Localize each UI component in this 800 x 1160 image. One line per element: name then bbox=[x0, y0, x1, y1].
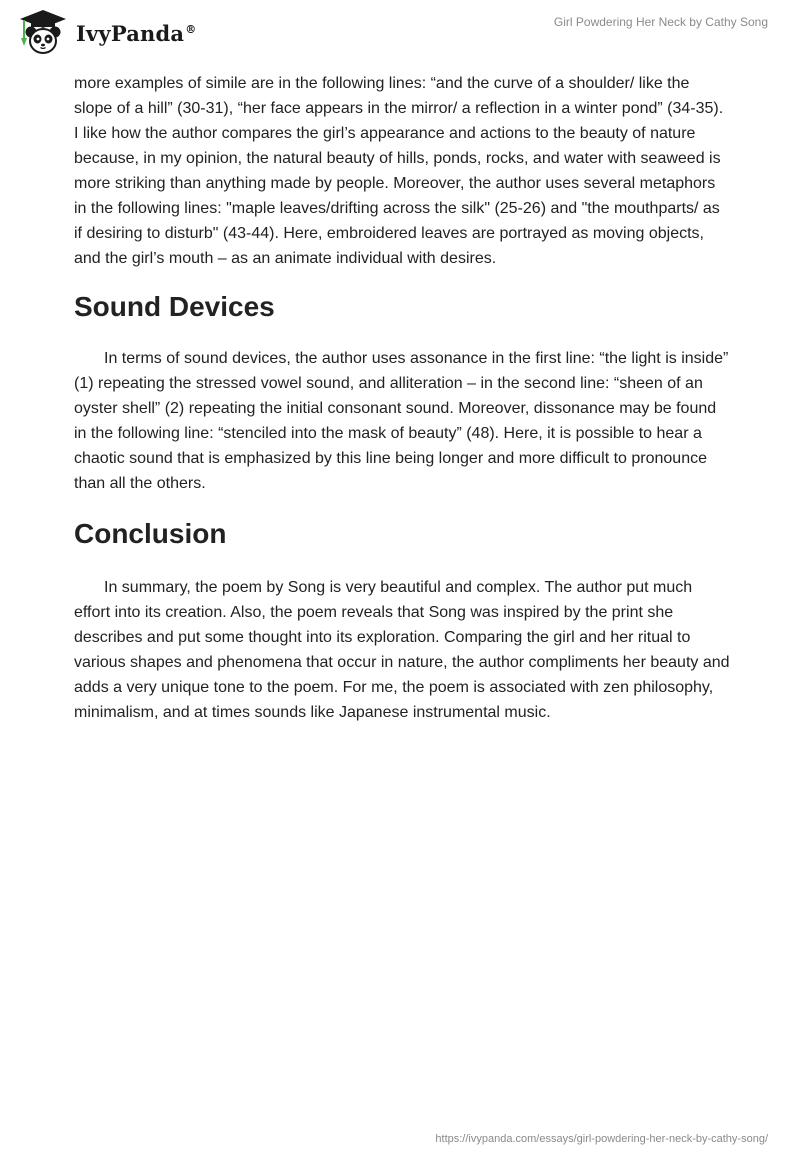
intro-paragraph: more examples of simile are in the following lines: “and the curve of a shoulder/ like the slope of a hill” (30-31), “her face appears in the mirror/ a reflection in a winter pond” (34-35). I like how the author compares the girl’s appearance and actions to the beauty of nature because, in my opinion, the natural beauty of hills, ponds, rocks, and water with seaweed is more striking than anything made by people. Moreover, the author uses several metaphors in the following lines: "maple leaves/drifting across the silk" (25-26) and "the mouthparts/ as if desiring to disturb" (43-44). Here, embroidered leaves are portrayed as moving objects, and the girl’s mouth – as an animate individual with desires. bbox=[74, 75, 724, 267]
logo-wordmark: IvyPanda® bbox=[76, 20, 197, 46]
panda-graduate-icon bbox=[14, 8, 72, 56]
document-title: Girl Powdering Her Neck by Cathy Song bbox=[553, 15, 768, 29]
source-url[interactable]: https://ivypanda.com/essays/girl-powdering-her-neck-by-cathy-song/ bbox=[435, 1133, 768, 1145]
conclusion-paragraph: In summary, the poem by Song is very beautiful and complex. The author put much effort into its creation. Also, the poem reveals that Song was inspired by the print she describes and put some thought into its exploration. Comparing the girl and her ritual to various shapes and phenomena that occur in nature, the author compliments her beauty and adds a very unique tone to the poem. For me, the poem is associated with zen philosophy, minimalism, and at times sounds like Japanese instrumental music. bbox=[74, 579, 730, 721]
ivypanda-logo[interactable] bbox=[14, 8, 196, 56]
sound-devices-paragraph: In terms of sound devices, the author uses assonance in the first line: “the light is inside” (1) repeating the stressed vowel sound, and alliteration – in the second line: “sheen of an oyster shell” (2) repeating the initial consonant sound. Moreover, dissonance may be found in the following line: “stenciled into the mask of beauty” (48). Here, it is possible to hear a chaotic sound that is emphasized by this line being longer and more difficult to pronounce than all the others. bbox=[74, 350, 729, 492]
section-heading-sound-devices: Sound Devices bbox=[74, 291, 275, 322]
section-heading-conclusion: Conclusion bbox=[74, 518, 227, 549]
page-header bbox=[0, 0, 800, 60]
essay-content bbox=[74, 71, 730, 725]
